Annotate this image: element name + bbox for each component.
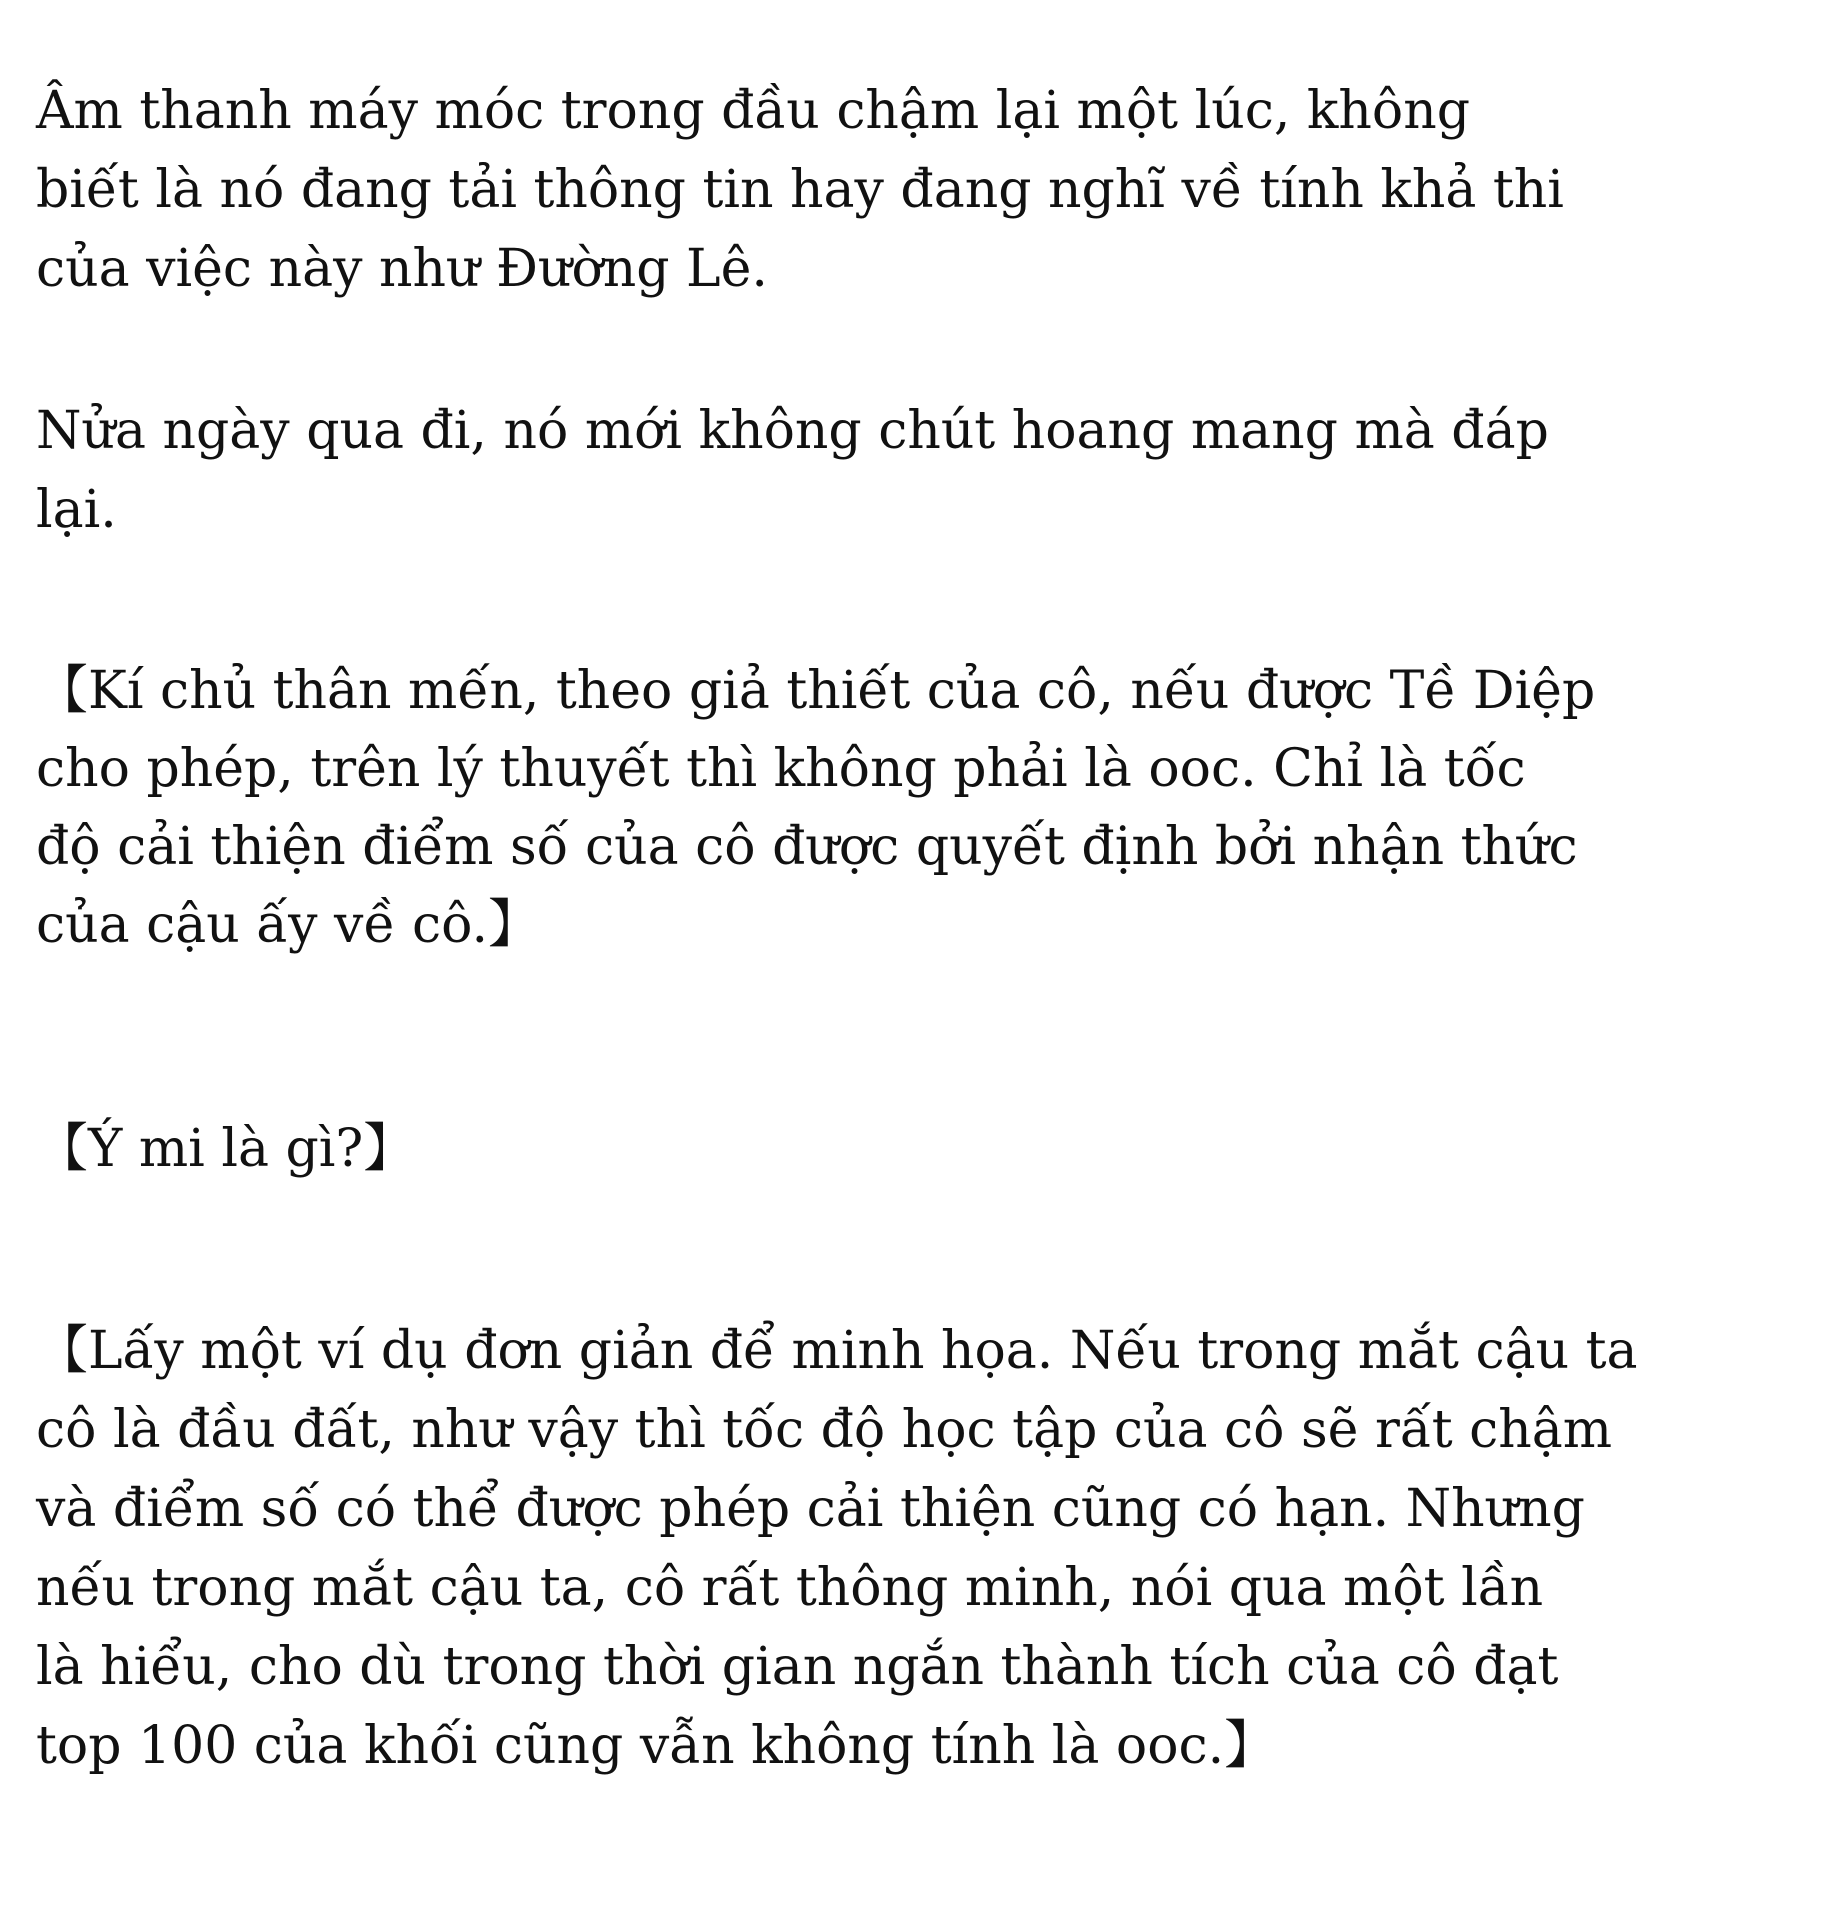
paragraph-2 xyxy=(36,392,1549,550)
text-line: lại. xyxy=(36,480,117,540)
paragraph-5-system-message xyxy=(36,1312,1638,1786)
paragraph-4-question xyxy=(36,1110,415,1189)
text-line: 【Kí chủ thân mến, theo giả thiết của cô, nếu được Tề Diệp xyxy=(36,661,1596,721)
text-line: Nửa ngày qua đi, nó mới không chút hoang mang mà đáp xyxy=(36,401,1549,461)
text-line: 【Lấy một ví dụ đơn giản để minh họa. Nếu trong mắt cậu ta xyxy=(36,1321,1638,1381)
text-line: nếu trong mắt cậu ta, cô rất thông minh, nói qua một lần xyxy=(36,1558,1544,1618)
text-line: top 100 của khối cũng vẫn không tính là ooc.】 xyxy=(36,1716,1277,1776)
text-line: 【Ý mi là gì?】 xyxy=(36,1119,416,1179)
text-line: biết là nó đang tải thông tin hay đang nghĩ về tính khả thi xyxy=(36,160,1564,220)
paragraph-3-system-message xyxy=(36,652,1595,964)
text-line: của cậu ấy về cô.】 xyxy=(36,895,541,955)
text-line: là hiểu, cho dù trong thời gian ngắn thành tích của cô đạt xyxy=(36,1637,1559,1697)
text-line: của việc này như Đường Lê. xyxy=(36,239,768,299)
text-line: và điểm số có thể được phép cải thiện cũng có hạn. Nhưng xyxy=(36,1479,1585,1539)
text-line: cô là đầu đất, như vậy thì tốc độ học tập của cô sẽ rất chậm xyxy=(36,1400,1613,1460)
text-line: cho phép, trên lý thuyết thì không phải là ooc. Chỉ là tốc xyxy=(36,739,1526,799)
paragraph-1 xyxy=(36,72,1564,309)
text-line: độ cải thiện điểm số của cô được quyết định bởi nhận thức xyxy=(36,817,1578,877)
text-line: Âm thanh máy móc trong đầu chậm lại một lúc, không xyxy=(36,81,1470,141)
